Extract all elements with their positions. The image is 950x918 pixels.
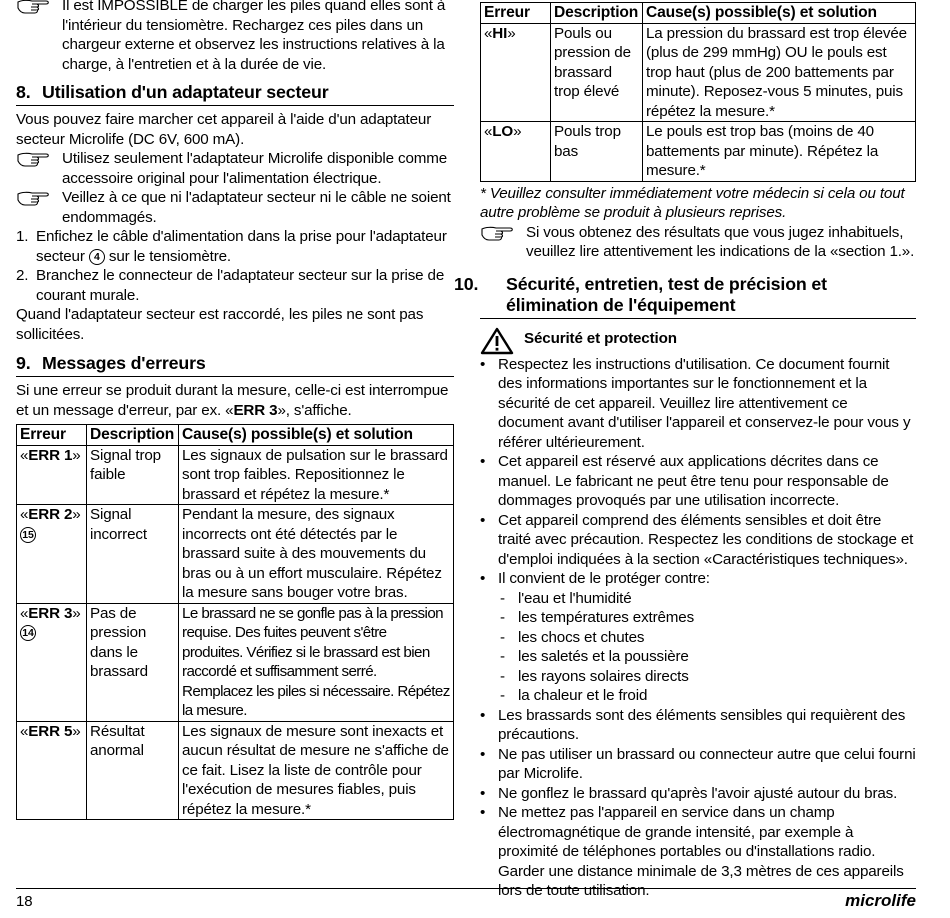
error-table [16, 424, 454, 820]
section-8-heading [16, 82, 454, 106]
safety-subheading [480, 327, 916, 355]
warning-triangle-icon [480, 327, 514, 355]
error-cause: Le brassard ne se gonfle pas à la pression requise. Des fuites peuvent s'être produites. Vérifiez si le brassard est bien raccordé et suffisamment serré. Remplacez les piles si nécessaire. Répétez la mesure. [179, 603, 454, 721]
section-title: Messages d'erreurs [42, 353, 206, 373]
tip-text: Si vous obtenez des résultats que vous jugez inhabituels, veuillez lire attentivement les indications de la «section 1.». [526, 223, 915, 260]
error-cause: Les signaux de mesure sont inexacts et aucun résultat de mesure ne s'affiche de ce fait. Lisez la liste de contrôle pour l'exécution de mesures fiables, puis répétez la mesure.* [179, 721, 454, 820]
section-8-closing: Quand l'adaptateur secteur est raccordé, les piles ne sont pas sollicitées. [16, 306, 424, 343]
table-header-row [17, 425, 454, 446]
intro-text-tail: », s'affiche. [277, 401, 352, 419]
section-9-intro [16, 381, 454, 420]
list-item: • Ne mettez pas l'appareil en service dans un champ électromagnétique de grande intensité, par exemple à proximité de téléphones portables ou d'installations radio. Garder une distance minimale de 3,3 mètres de ces appareils lors de toute utilisation. [480, 803, 916, 901]
error-cause: La pression du brassard est trop élevée (plus de 299 mmHg) OU le pouls est trop haut (plus de 200 battements par minute). Reposez-vous 5 minutes, puis répétez la mesure.* [643, 23, 916, 122]
list-item: - l'eau et l'humidité [498, 589, 916, 609]
tip-adapter-damage [16, 188, 454, 227]
list-item [480, 569, 916, 706]
subheading-text: Sécurité et protection [524, 329, 677, 347]
pointing-hand-icon [16, 0, 52, 15]
tip-unusual-results [480, 223, 916, 262]
page-number: 18 [16, 893, 33, 910]
section-10-heading [454, 273, 916, 319]
column-header: Description [87, 425, 179, 446]
error-code: ERR 2 [28, 506, 73, 523]
table-row [17, 721, 454, 820]
error-description: Signal trop faible [87, 445, 179, 505]
list-item: • Cet appareil comprend des éléments sensibles et doit être traité avec précaution. Respectez les conditions de stockage et d'emploi indiquées à la section «Caractéristiques techniques». [480, 511, 916, 570]
reference-marker: 14 [20, 625, 36, 641]
error-description: Pouls trop bas [551, 122, 643, 182]
table-row [17, 505, 454, 604]
error-code-cell: «ERR 2» 15 [17, 505, 87, 604]
tip-recharge [16, 0, 454, 74]
list-item: - les rayons solaires directs [498, 667, 916, 687]
tip-adapter-only [16, 149, 454, 188]
reference-marker: 15 [20, 527, 36, 543]
footer-divider [16, 888, 916, 889]
list-item: - les chocs et chutes [498, 628, 916, 648]
list-item: • Ne gonflez le brassard qu'après l'avoir ajusté autour du bras. [480, 784, 916, 804]
list-item: • Les brassards sont des éléments sensibles qui requièrent des précautions. [480, 706, 916, 745]
error-description: Résultat anormal [87, 721, 179, 820]
column-header: Cause(s) possible(s) et solution [179, 425, 454, 446]
error-description: Pas de pression dans le brassard [87, 603, 179, 721]
list-item: • Respectez les instructions d'utilisation. Ce document fournit des informations importantes sur le fonctionnement et la sécurité de cet appareil. Veuillez lire attentivement ce document avant d'utiliser l'appareil et conservez-le pour vous y référer ultérieurement. [480, 355, 916, 453]
list-item: - les saletés et la poussière [498, 647, 916, 667]
list-item-text: Il convient de le protéger contre: [498, 570, 710, 587]
table-header-row [481, 3, 916, 24]
tip-text: Veillez à ce que ni l'adaptateur secteur ni le câble ne soient endommagés. [62, 189, 451, 226]
tip-text: Utilisez seulement l'adaptateur Microlife disponible comme accessoire original pour l'alimentation électrique. [62, 150, 448, 187]
list-item: - les températures extrêmes [498, 608, 916, 628]
column-header: Erreur [481, 3, 551, 24]
error-cause: Les signaux de pulsation sur le brassard sont trop faibles. Repositionnez le brassard et répétez la mesure.* [179, 445, 454, 505]
error-code: HI [492, 24, 508, 42]
error-code-cell: «ERR 3» 14 [17, 603, 87, 721]
table-row [17, 603, 454, 721]
table-footnote: * Veuillez consulter immédiatement votre médecin si cela ou tout autre problème se produit à plusieurs reprises. [480, 184, 905, 221]
error-description: Signal incorrect [87, 505, 179, 604]
column-header: Erreur [17, 425, 87, 446]
error-code: ERR 1 [28, 446, 73, 464]
section-title: Utilisation d'un adaptateur secteur [42, 82, 329, 102]
intro-code: ERR 3 [233, 401, 278, 419]
step-number: 1. [16, 228, 29, 245]
section-number: 9. [16, 353, 31, 373]
error-code: LO [492, 123, 514, 140]
list-item: • Cet appareil est réservé aux applications décrites dans ce manuel. Le fabricant ne peut être tenu pour responsable de dommages provoqués par une utilisation incorrecte. [480, 452, 916, 511]
pointing-hand-icon [480, 224, 516, 242]
section-title: Sécurité, entretien, test de précision et élimination de l'équipement [506, 273, 827, 315]
table-row [481, 23, 916, 122]
step-1 [16, 227, 454, 266]
error-code: ERR 3 [28, 604, 73, 622]
step-number: 2. [16, 267, 29, 284]
table-row [17, 445, 454, 505]
intro-text: Si une erreur se produit durant la mesure, celle-ci est interrompue et un message d'erreur, par ex. « [16, 382, 449, 419]
error-cause: Le pouls est trop bas (moins de 40 battements par minute). Répétez la mesure.* [643, 122, 916, 182]
error-code-cell: «ERR 5» [17, 721, 87, 820]
error-cause: Pendant la mesure, des signaux incorrects ont été détectés par le brassard suite à des mouvements du bras ou à un effort musculaire. Répétez la mesure sans bouger votre bras. [179, 505, 454, 604]
protection-list [498, 589, 916, 706]
error-code: ERR 5 [28, 722, 73, 740]
step-text-tail: sur le tensiomètre. [108, 247, 231, 265]
right-column [454, 0, 916, 901]
column-header: Description [551, 3, 643, 24]
pointing-hand-icon [16, 150, 52, 168]
step-2 [16, 266, 454, 305]
left-column [16, 0, 454, 820]
step-text: Branchez le connecteur de l'adaptateur secteur sur la prise de courant murale. [36, 267, 445, 304]
brand-logo: microlife [845, 891, 916, 910]
table-row [481, 122, 916, 182]
column-header: Cause(s) possible(s) et solution [643, 3, 916, 24]
error-description: Pouls ou pression de brassard trop élevé [551, 23, 643, 122]
error-code-cell: «HI» [481, 23, 551, 122]
reference-marker: 4 [89, 249, 105, 265]
safety-list [480, 355, 916, 901]
step-text: Enfichez le câble d'alimentation dans la prise pour l'adaptateur secteur [36, 228, 447, 265]
error-code-cell: «LO» [481, 122, 551, 182]
error-code-cell: «ERR 1» [17, 445, 87, 505]
pointing-hand-icon [16, 189, 52, 207]
list-item: • Ne pas utiliser un brassard ou connecteur autre que celui fourni par Microlife. [480, 745, 916, 784]
section-9-heading [16, 353, 454, 377]
section-8-intro: Vous pouvez faire marcher cet appareil à l'aide d'un adaptateur secteur Microlife (DC 6V, 600 mA). [16, 111, 432, 148]
section-number: 8. [16, 82, 31, 102]
section-number: 10. [454, 273, 479, 294]
list-item: - la chaleur et le froid [498, 686, 916, 706]
error-table-continued [480, 2, 916, 182]
tip-text: Il est IMPOSSIBLE de charger les piles quand elles sont à l'intérieur du tensiomètre. Rechargez ces piles dans un chargeur externe et observez les instructions relatives à la charge, à l'entretien et à la durée de vie. [62, 0, 446, 73]
